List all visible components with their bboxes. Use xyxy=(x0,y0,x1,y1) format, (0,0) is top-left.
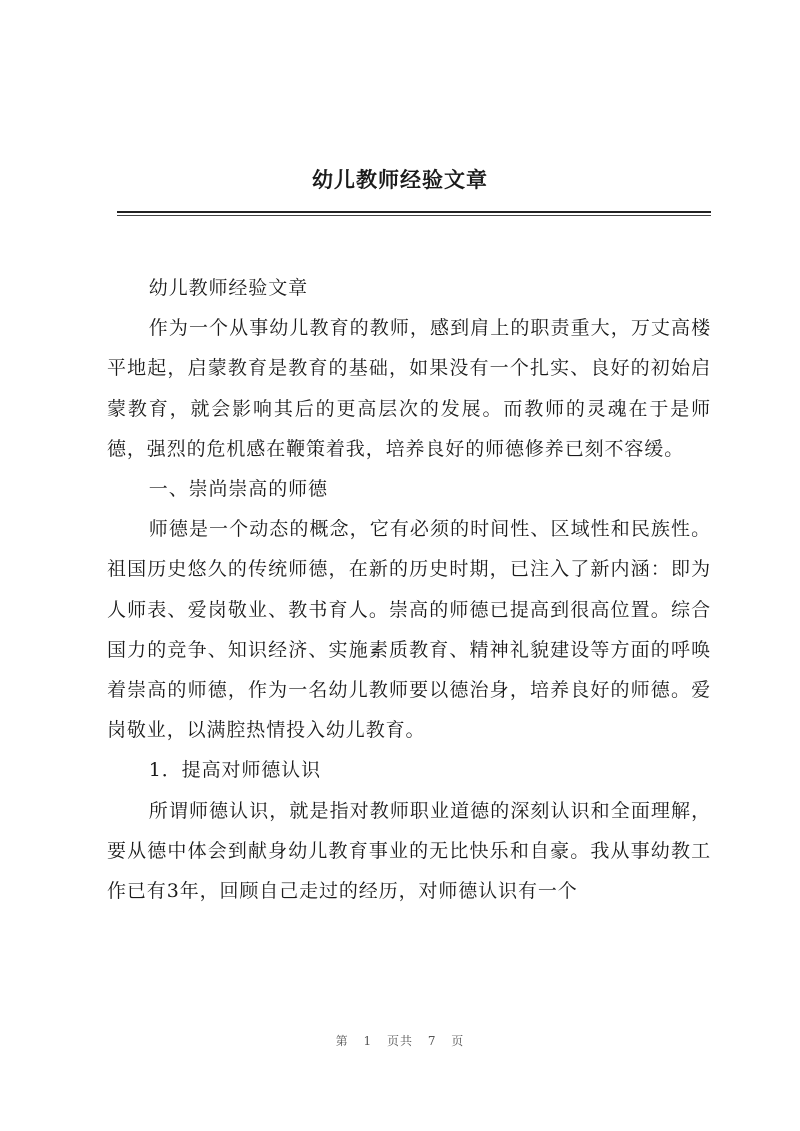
footer-page-middle: 页共 xyxy=(386,1034,413,1048)
document-title: 幼儿教师经验文章 xyxy=(312,168,488,192)
title-divider-thin xyxy=(117,215,711,216)
document-body xyxy=(107,268,711,911)
subsection-heading: 1．提高对师德认识 xyxy=(148,759,321,782)
paragraph-heading: 幼儿教师经验文章 xyxy=(148,277,308,299)
title-divider-thick xyxy=(117,211,711,213)
footer-page-suffix: 页 xyxy=(451,1034,465,1048)
paragraph: 所谓师德认识，就是指对教师职业道德的深刻认识和全面理解，要从德中体会到献身幼儿教育事业的无比快乐和自豪。我从事幼教工作已有3年，回顾自己走过的经历，对师德认识有一个 xyxy=(107,799,711,903)
section-heading: 一、崇尚崇高的师德 xyxy=(148,478,328,501)
footer-total-pages: 7 xyxy=(427,1034,437,1048)
paragraph: 作为一个从事幼儿教育的教师，感到肩上的职责重大，万丈高楼平地起，启蒙教育是教育的基础，如果没有一个扎实、良好的初始启蒙教育，就会影响其后的更高层次的发展。而教师的灵魂在于是师德，强烈的危机感在鞭策着我，培养良好的师德修养已刻不容缓。 xyxy=(107,317,711,460)
paragraph: 师德是一个动态的概念，它有必须的时间性、区域性和民族性。祖国历史悠久的传统师德，在新的历史时期，已注入了新内涵：即为人师表、爱岗敬业、教书育人。崇高的师德已提高到很高位置。综合国力的竞争、知识经济、实施素质教育、精神礼貌建设等方面的呼唤着崇高的师德，作为一名幼儿教师要以德治身，培养良好的师德。爱岗敬业，以满腔热情投入幼儿教育。 xyxy=(107,518,711,742)
footer-current-page: 1 xyxy=(363,1034,373,1048)
footer-page-prefix: 第 xyxy=(335,1034,349,1048)
page-footer xyxy=(0,1032,800,1049)
